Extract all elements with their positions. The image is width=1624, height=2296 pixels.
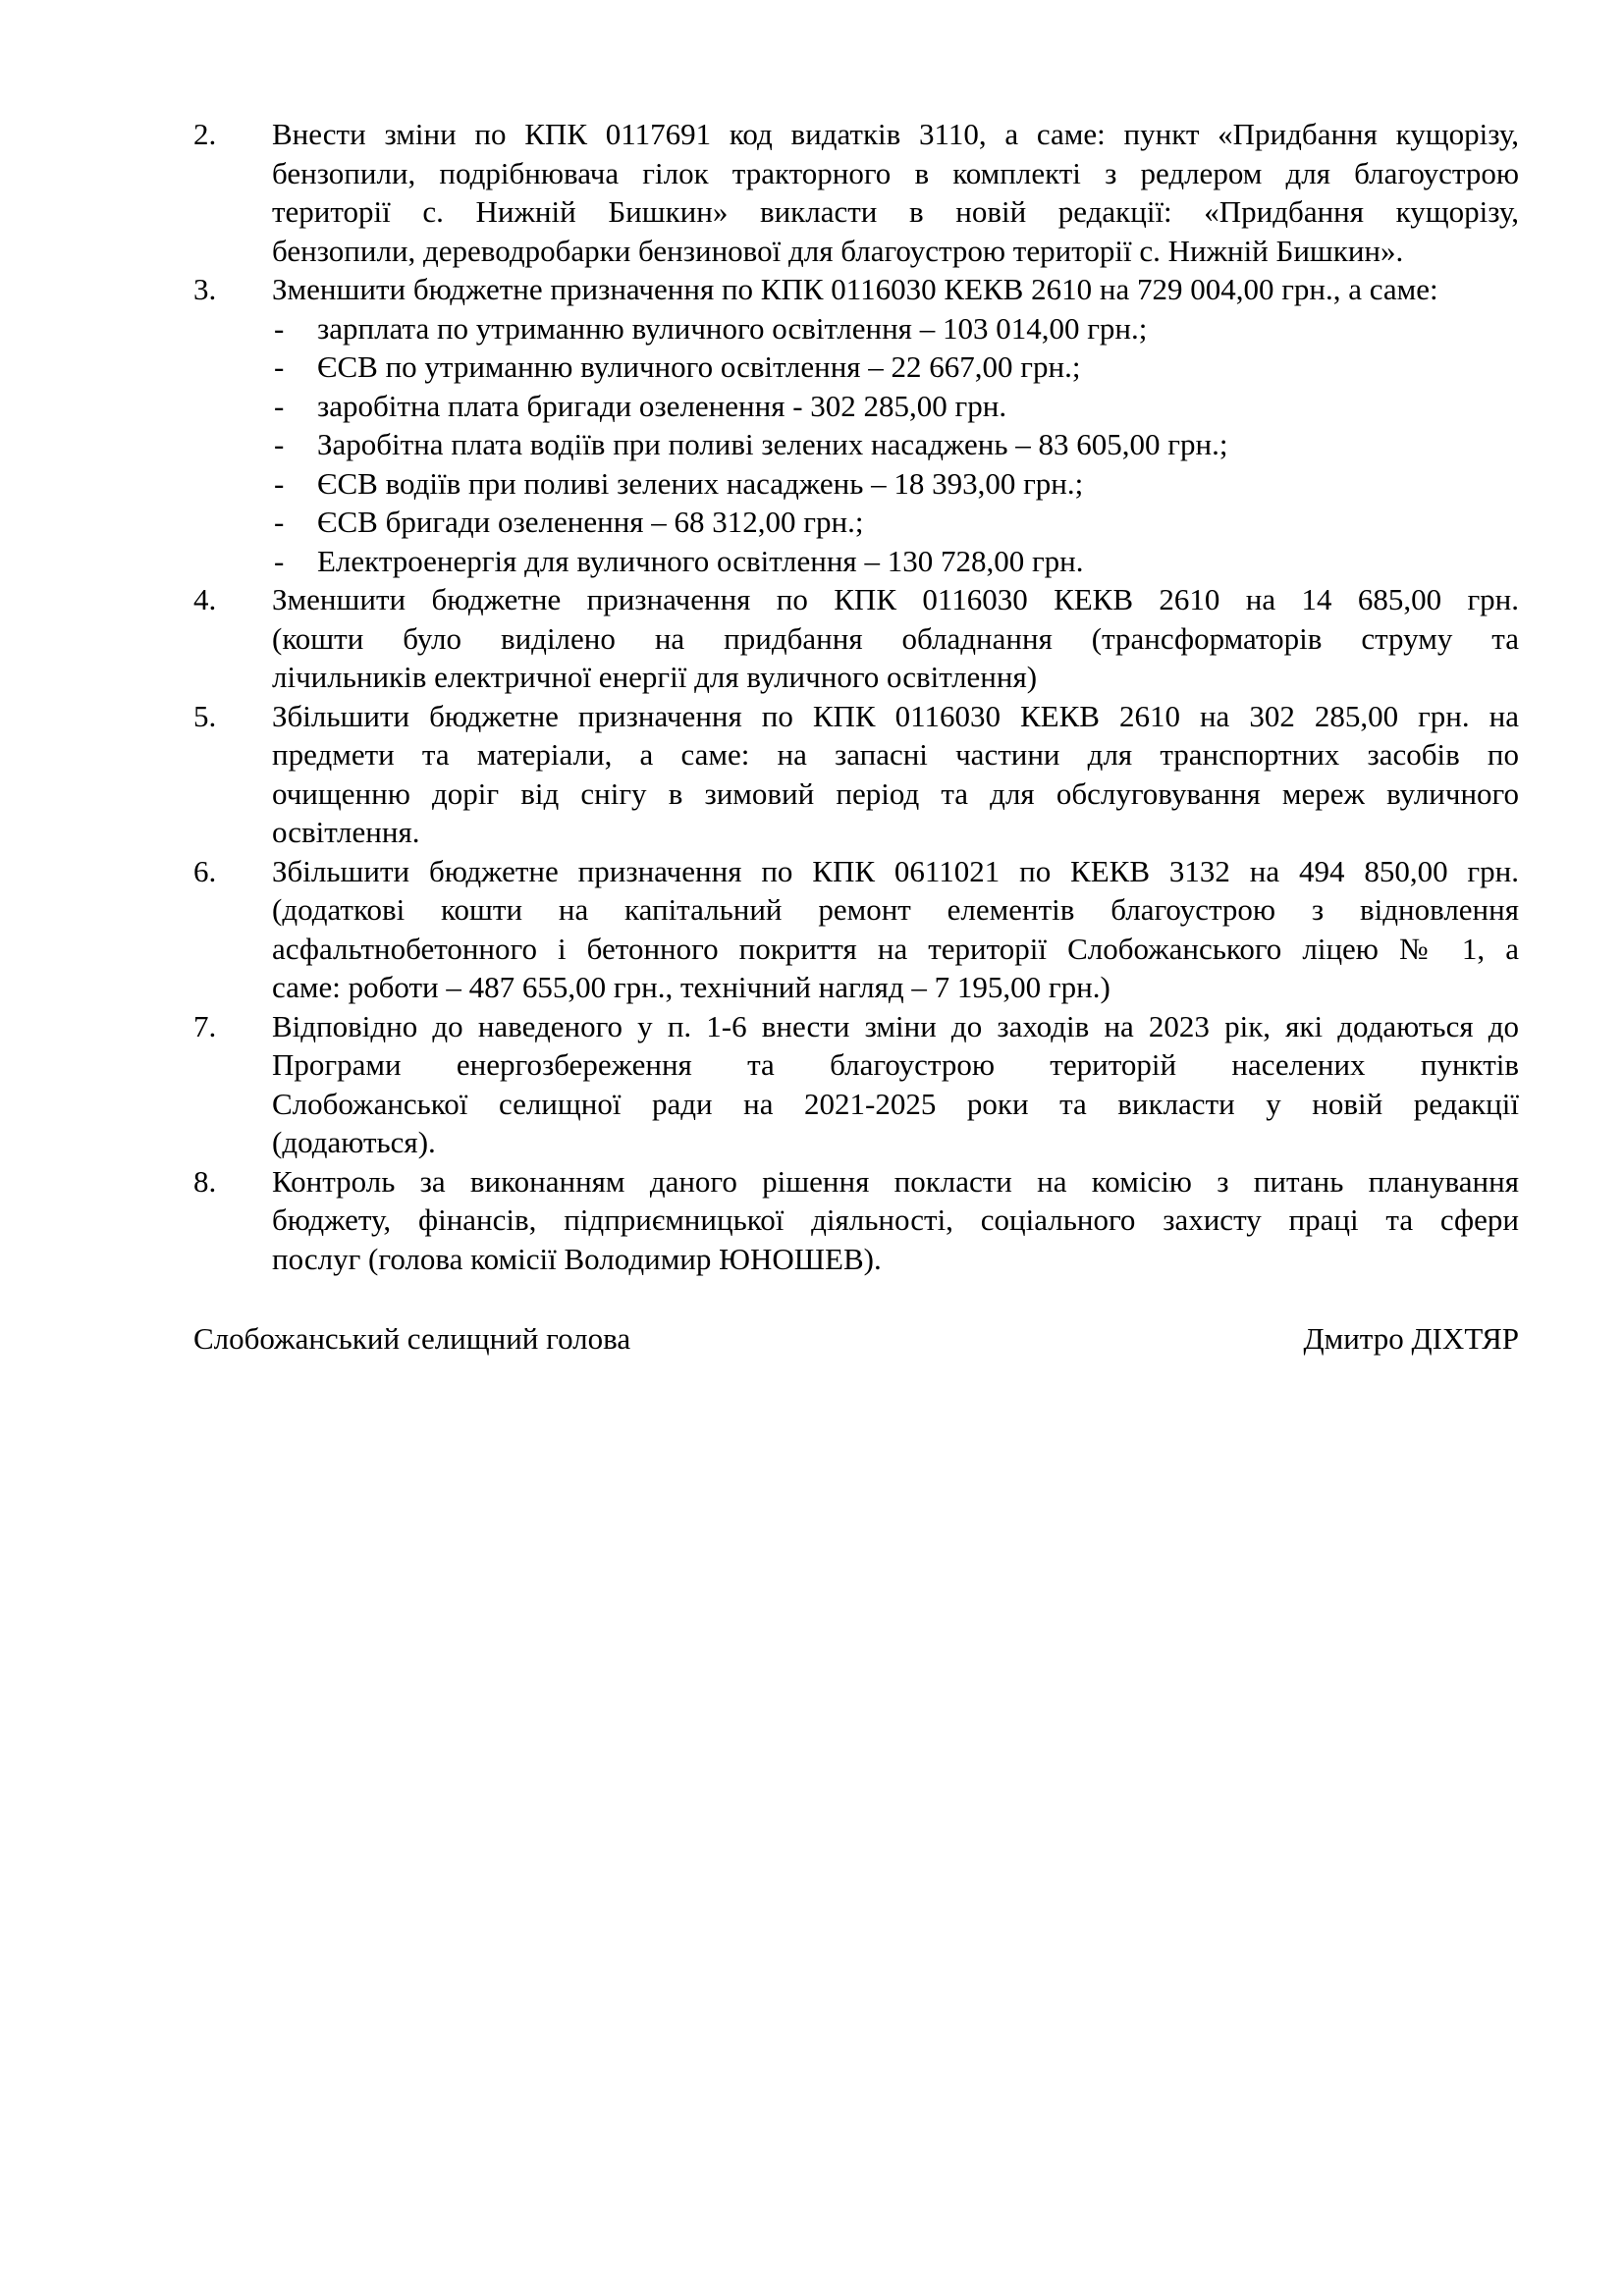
item-text-line: асфальтнобетонного і бетонного покриття на території Слобожанського ліцею № 1, а — [272, 931, 1519, 966]
item-text-line: Збільшити бюджетне призначення по КПК 0116030 КЕКВ 2610 на 302 285,00 грн. на — [272, 698, 1519, 733]
item-number: 7. — [193, 1008, 217, 1043]
item-text — [272, 580, 1519, 697]
item-text-line: лічильників електричної енергії для вуличного освітлення) — [272, 660, 1038, 694]
item-number: 8. — [193, 1163, 217, 1199]
signature-name: Дмитро ДІХТЯР — [1303, 1321, 1519, 1356]
item-number: 6. — [193, 853, 217, 888]
sub-item — [272, 503, 1519, 542]
dash-bullet: - — [274, 505, 285, 539]
item-text-line: (кошти було виділено на придбання обладнання (трансформаторів струму та — [272, 620, 1519, 656]
item-number: 5. — [193, 698, 217, 733]
sub-item-text: ЄСВ по утриманню вуличного освітлення – 22 667,00 грн.; — [317, 349, 1081, 384]
item-text — [272, 852, 1519, 1007]
item-text-line: саме: роботи – 487 655,00 грн., технічний нагляд – 7 195,00 грн.) — [272, 970, 1110, 1004]
sub-item-text: заробітна плата бригади озеленення - 302 285,00 грн. — [317, 388, 1007, 423]
signature-position: Слобожанський селищний голова — [193, 1321, 631, 1356]
sub-item — [272, 387, 1519, 426]
item-number: 3. — [193, 272, 217, 306]
dash-bullet: - — [274, 465, 285, 501]
item-text-line: території с. Нижній Бишкин» викласти в новій редакції: «Придбання кущорізу, — [272, 194, 1519, 229]
item-text-line: Відповідно до наведеного у п. 1-6 внести зміни до заходів на 2023 рік, які додаються до — [272, 1008, 1519, 1043]
decision-item — [193, 697, 1519, 852]
decision-item — [193, 115, 1519, 270]
decision-item — [193, 852, 1519, 1007]
signature-block — [193, 1319, 1519, 1359]
sub-item — [272, 542, 1519, 581]
sub-item — [272, 347, 1519, 387]
item-text-line: бюджету, фінансів, підприємницької діяльності, соціального захисту праці та сфери — [272, 1202, 1519, 1237]
decision-item — [193, 270, 1519, 580]
decision-item — [193, 580, 1519, 697]
item-text-line: очищенню доріг від снігу в зимовий період та для обслуговування мереж вуличного — [272, 775, 1519, 811]
item-text-line: Внести зміни по КПК 0117691 код видатків 3110, а саме: пункт «Придбання кущорізу, — [272, 117, 1519, 151]
decision-item — [193, 1007, 1519, 1162]
decision-item — [193, 1162, 1519, 1279]
item-text-line: освітлення. — [272, 815, 420, 849]
item-number: 4. — [193, 582, 217, 616]
dash-bullet: - — [274, 427, 285, 461]
sub-item — [272, 425, 1519, 464]
sub-item-text: ЄСВ бригади озеленення – 68 312,00 грн.; — [317, 505, 864, 539]
dash-bullet: - — [274, 543, 285, 578]
item-text-line: предмети та матеріали, а саме: на запасні частини для транспортних засобів по — [272, 737, 1519, 772]
item-text — [272, 697, 1519, 852]
dash-bullet: - — [274, 388, 285, 423]
item-text-line: бензопили, подрібнювача гілок тракторного в комплекті з редлером для благоустрою — [272, 155, 1519, 190]
item-text-line: Зменшити бюджетне призначення по КПК 0116030 КЕКВ 2610 на 14 685,00 грн. — [272, 582, 1519, 616]
dash-bullet: - — [274, 310, 285, 346]
item-text — [272, 115, 1519, 270]
item-text-line: (додаткові кошти на капітальний ремонт елементів благоустрою з відновлення — [272, 892, 1519, 927]
item-text-line: (додаються). — [272, 1125, 436, 1159]
sub-item — [272, 309, 1519, 348]
item-text-line: Слобожанської селищної ради на 2021-2025 роки та викласти у новій редакції — [272, 1086, 1519, 1121]
item-text — [272, 1162, 1519, 1279]
sub-item-text: Заробітна плата водіїв при поливі зелених насаджень – 83 605,00 грн.; — [317, 427, 1228, 461]
sub-item — [272, 464, 1519, 504]
sub-item-text: Електроенергія для вуличного освітлення – 130 728,00 грн. — [317, 543, 1084, 578]
item-text — [272, 1007, 1519, 1162]
item-text-line: Зменшити бюджетне призначення по КПК 0116030 КЕКВ 2610 на 729 004,00 грн., а саме: — [272, 272, 1438, 306]
item-text-line: бензопили, дереводробарки бензинової для благоустрою території с. Нижній Бишкин». — [272, 233, 1404, 268]
item-text-line: Збільшити бюджетне призначення по КПК 0611021 по КЕКВ 3132 на 494 850,00 грн. — [272, 853, 1519, 888]
dash-bullet: - — [274, 349, 285, 384]
item-number: 2. — [193, 117, 217, 151]
sub-item-text: зарплата по утриманню вуличного освітлення – 103 014,00 грн.; — [317, 310, 1148, 346]
decision-items-list — [193, 115, 1519, 1278]
item-text — [272, 270, 1519, 580]
item-text-line: послуг (голова комісії Володимир ЮНОШЕВ). — [272, 1241, 882, 1276]
item-text-line: Програми енергозбереження та благоустрою територій населених пунктів — [272, 1047, 1519, 1082]
sub-item-text: ЄСВ водіїв при поливі зелених насаджень – 18 393,00 грн.; — [317, 465, 1084, 501]
item-text-line: Контроль за виконанням даного рішення покласти на комісію з питань планування — [272, 1163, 1519, 1199]
